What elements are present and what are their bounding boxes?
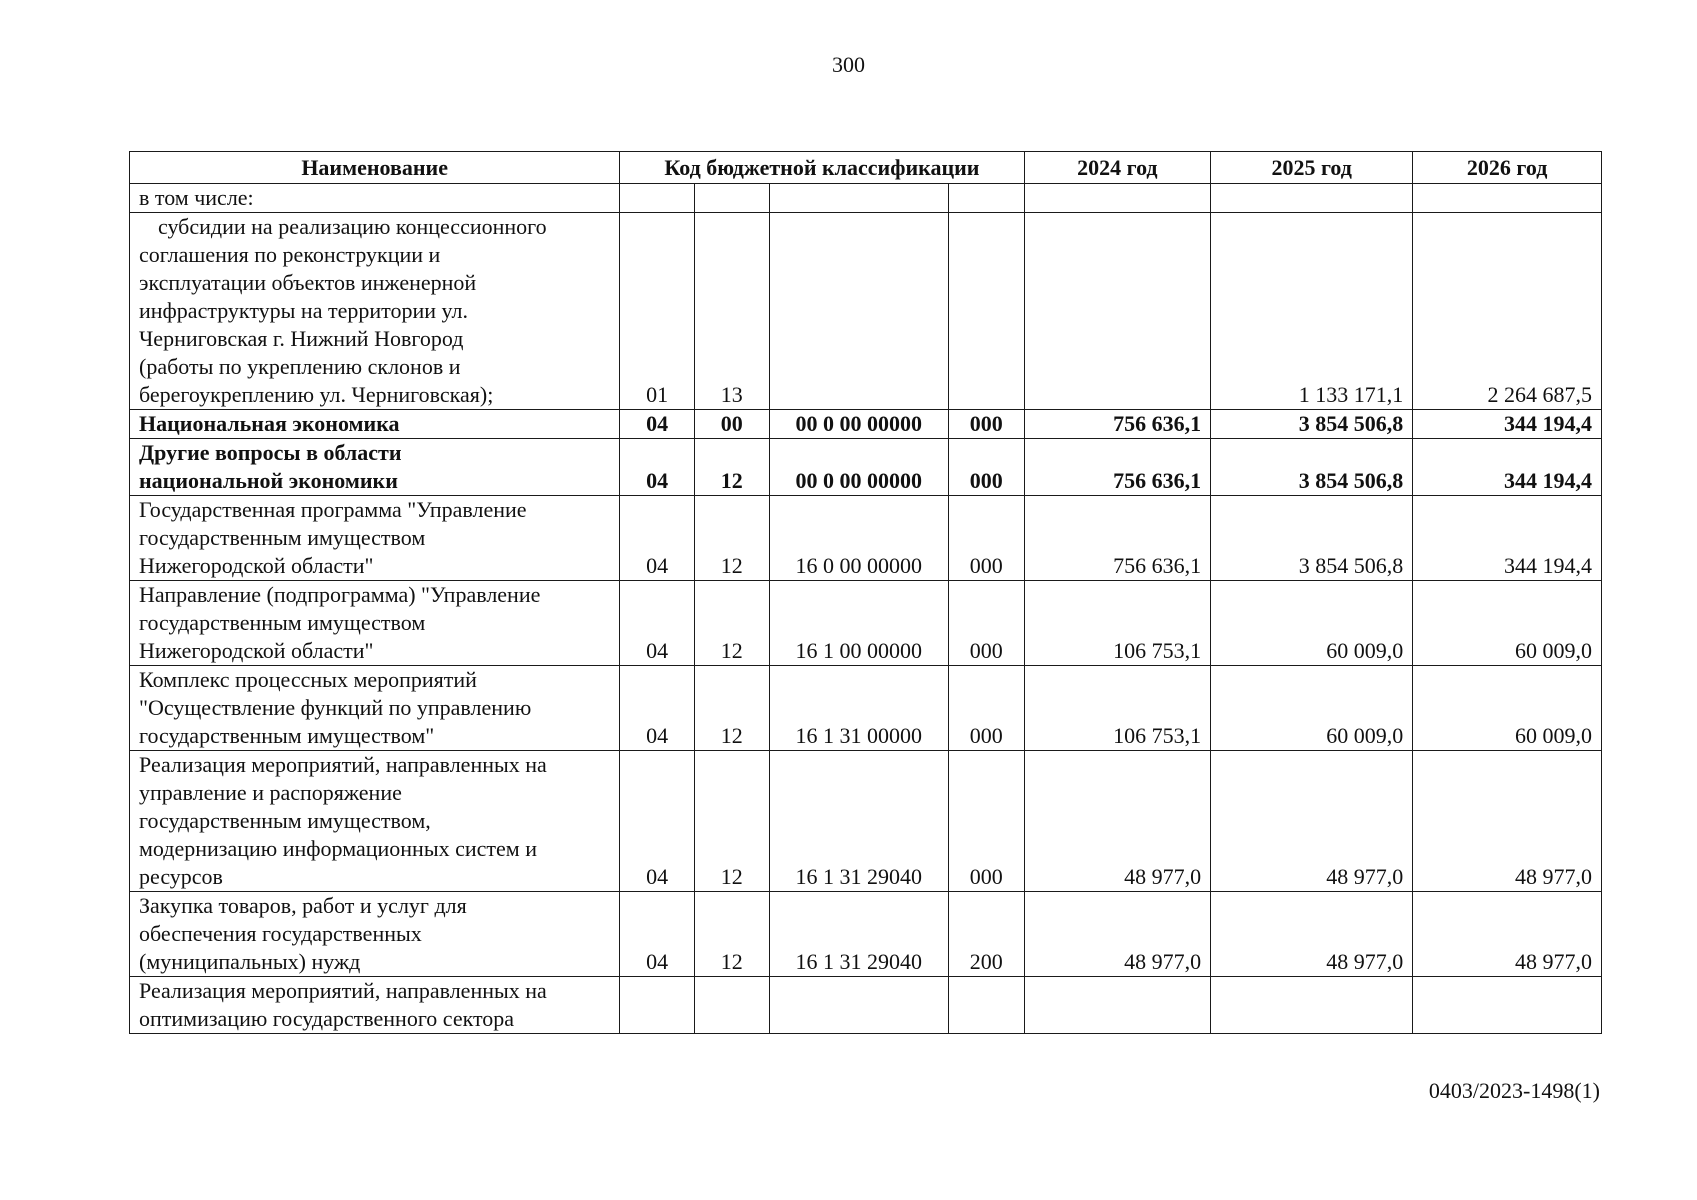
cell-csr: 16 1 31 29040 xyxy=(769,892,948,977)
name-line: ресурсов xyxy=(139,864,223,889)
cell-2024 xyxy=(1024,213,1211,410)
cell-csr: 16 0 00 00000 xyxy=(769,496,948,581)
cell-podrazdel xyxy=(694,977,769,1034)
header-2025: 2025 год xyxy=(1211,152,1413,184)
cell-csr xyxy=(769,184,948,213)
cell-2026: 48 977,0 xyxy=(1413,751,1602,892)
cell-podrazdel: 13 xyxy=(694,213,769,410)
cell-2024 xyxy=(1024,977,1211,1034)
table-row xyxy=(130,439,1602,496)
row-name xyxy=(130,977,620,1034)
row-name xyxy=(130,892,620,977)
row-name xyxy=(130,751,620,892)
row-name xyxy=(130,496,620,581)
budget-table xyxy=(129,151,1602,1034)
cell-podrazdel: 12 xyxy=(694,751,769,892)
cell-2025 xyxy=(1211,184,1413,213)
cell-2024 xyxy=(1024,184,1211,213)
cell-2026: 2 264 687,5 xyxy=(1413,213,1602,410)
table-row xyxy=(130,496,1602,581)
name-line: берегоукреплению ул. Черниговская); xyxy=(139,382,494,407)
cell-2025 xyxy=(1211,977,1413,1034)
cell-vr: 000 xyxy=(948,496,1024,581)
name-line: эксплуатации объектов инженерной xyxy=(139,270,477,295)
row-name xyxy=(130,439,620,496)
header-code: Код бюджетной классификации xyxy=(620,152,1024,184)
table-row xyxy=(130,213,1602,410)
cell-vr: 000 xyxy=(948,666,1024,751)
name-line: Направление (подпрограмма) "Управление xyxy=(139,582,541,607)
name-line: инфраструктуры на территории ул. xyxy=(139,298,469,323)
name-line: Нижегородской области" xyxy=(139,553,374,578)
row-name xyxy=(130,213,620,410)
header-2026: 2026 год xyxy=(1413,152,1602,184)
cell-2024: 756 636,1 xyxy=(1024,439,1211,496)
name-line: Закупка товаров, работ и услуг для xyxy=(139,893,467,918)
cell-csr: 00 0 00 00000 xyxy=(769,410,948,439)
cell-razdel: 04 xyxy=(620,439,695,496)
cell-podrazdel: 12 xyxy=(694,892,769,977)
name-line: Другие вопросы в области xyxy=(139,440,402,465)
cell-podrazdel: 12 xyxy=(694,496,769,581)
cell-podrazdel: 00 xyxy=(694,410,769,439)
name-line: в том числе: xyxy=(139,185,254,210)
row-name xyxy=(130,666,620,751)
table-row xyxy=(130,977,1602,1034)
name-line: Реализация мероприятий, направленных на xyxy=(139,978,547,1003)
cell-2026: 344 194,4 xyxy=(1413,496,1602,581)
name-line: (муниципальных) нужд xyxy=(139,949,361,974)
cell-razdel: 04 xyxy=(620,496,695,581)
cell-csr: 00 0 00 00000 xyxy=(769,439,948,496)
cell-podrazdel: 12 xyxy=(694,439,769,496)
cell-2025: 60 009,0 xyxy=(1211,581,1413,666)
cell-2024: 756 636,1 xyxy=(1024,496,1211,581)
name-line: национальной экономики xyxy=(139,468,398,493)
cell-podrazdel: 12 xyxy=(694,581,769,666)
cell-2024: 106 753,1 xyxy=(1024,666,1211,751)
table-row xyxy=(130,892,1602,977)
name-line: "Осуществление функций по управлению xyxy=(139,695,532,720)
cell-podrazdel: 12 xyxy=(694,666,769,751)
cell-csr: 16 1 00 00000 xyxy=(769,581,948,666)
cell-2024: 756 636,1 xyxy=(1024,410,1211,439)
cell-2024: 106 753,1 xyxy=(1024,581,1211,666)
cell-csr: 16 1 31 00000 xyxy=(769,666,948,751)
cell-razdel: 01 xyxy=(620,213,695,410)
name-line: Нижегородской области" xyxy=(139,638,374,663)
cell-razdel: 04 xyxy=(620,666,695,751)
cell-2026 xyxy=(1413,184,1602,213)
cell-2026: 344 194,4 xyxy=(1413,439,1602,496)
name-line: субсидии на реализацию концессионного xyxy=(158,214,547,239)
cell-razdel: 04 xyxy=(620,410,695,439)
cell-csr xyxy=(769,977,948,1034)
cell-2025: 60 009,0 xyxy=(1211,666,1413,751)
cell-vr: 000 xyxy=(948,581,1024,666)
name-line: соглашения по реконструкции и xyxy=(139,242,441,267)
cell-vr: 200 xyxy=(948,892,1024,977)
name-line: (работы по укреплению склонов и xyxy=(139,354,461,379)
page-number: 300 xyxy=(832,52,865,77)
cell-2026: 48 977,0 xyxy=(1413,892,1602,977)
cell-vr xyxy=(948,213,1024,410)
table-row xyxy=(130,581,1602,666)
row-name xyxy=(130,184,620,213)
cell-2024: 48 977,0 xyxy=(1024,892,1211,977)
name-line: Реализация мероприятий, направленных на xyxy=(139,752,547,777)
cell-vr: 000 xyxy=(948,410,1024,439)
name-line: Национальная экономика xyxy=(139,411,400,436)
name-line: модернизацию информационных систем и xyxy=(139,836,537,861)
cell-vr xyxy=(948,977,1024,1034)
table-row xyxy=(130,751,1602,892)
cell-csr: 16 1 31 29040 xyxy=(769,751,948,892)
row-name xyxy=(130,410,620,439)
cell-2025: 1 133 171,1 xyxy=(1211,213,1413,410)
name-line: государственным имуществом xyxy=(139,610,426,635)
cell-razdel: 04 xyxy=(620,581,695,666)
document-code: 0403/2023-1498(1) xyxy=(1428,1078,1600,1103)
name-line: Черниговская г. Нижний Новгород xyxy=(139,326,464,351)
cell-2025: 3 854 506,8 xyxy=(1211,439,1413,496)
table-row xyxy=(130,184,1602,213)
cell-vr: 000 xyxy=(948,751,1024,892)
row-name xyxy=(130,581,620,666)
cell-2024: 48 977,0 xyxy=(1024,751,1211,892)
table-row xyxy=(130,410,1602,439)
cell-podrazdel xyxy=(694,184,769,213)
cell-2026: 60 009,0 xyxy=(1413,581,1602,666)
cell-2025: 3 854 506,8 xyxy=(1211,496,1413,581)
cell-2025: 3 854 506,8 xyxy=(1211,410,1413,439)
cell-razdel xyxy=(620,184,695,213)
name-line: Государственная программа "Управление xyxy=(139,497,527,522)
table-row xyxy=(130,666,1602,751)
name-line: обеспечения государственных xyxy=(139,921,422,946)
cell-2026: 344 194,4 xyxy=(1413,410,1602,439)
name-line: государственным имуществом xyxy=(139,525,426,550)
header-name: Наименование xyxy=(130,152,620,184)
cell-razdel: 04 xyxy=(620,751,695,892)
cell-2025: 48 977,0 xyxy=(1211,892,1413,977)
name-line: управление и распоряжение xyxy=(139,780,402,805)
table-header-row xyxy=(130,152,1602,184)
cell-razdel: 04 xyxy=(620,892,695,977)
cell-2026: 60 009,0 xyxy=(1413,666,1602,751)
cell-2026 xyxy=(1413,977,1602,1034)
name-line: государственным имуществом, xyxy=(139,808,431,833)
cell-vr xyxy=(948,184,1024,213)
name-line: Комплекс процессных мероприятий xyxy=(139,667,477,692)
cell-vr: 000 xyxy=(948,439,1024,496)
header-2024: 2024 год xyxy=(1024,152,1211,184)
cell-razdel xyxy=(620,977,695,1034)
cell-csr xyxy=(769,213,948,410)
name-line: государственным имуществом" xyxy=(139,723,435,748)
name-line: оптимизацию государственного сектора xyxy=(139,1006,515,1031)
cell-2025: 48 977,0 xyxy=(1211,751,1413,892)
